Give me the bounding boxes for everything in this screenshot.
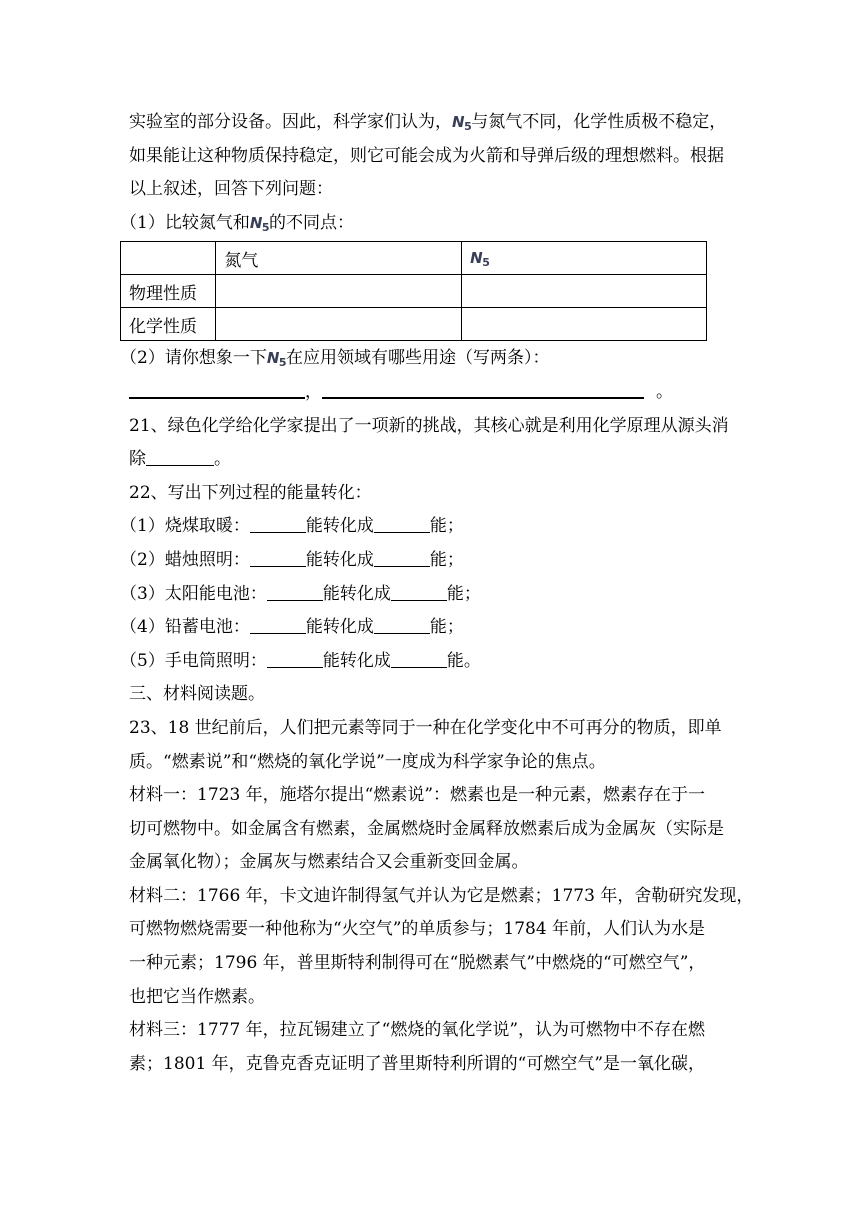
energy-item [120, 510, 729, 544]
question-20-1 [120, 207, 729, 241]
text-span: 能； [429, 549, 464, 570]
text-line: 如果能让这种物质保持稳定，则它可能会成为火箭和导弹后级的理想燃料。根据 [129, 145, 724, 166]
text-span: ， [305, 381, 322, 402]
answer-blank[interactable] [391, 582, 447, 601]
question-23-text [129, 712, 754, 1082]
answer-cell[interactable] [462, 275, 707, 308]
text-span: 能转化成 [305, 617, 374, 638]
text-span: 能转化成 [322, 583, 391, 604]
comparison-table [120, 241, 707, 341]
answer-blank[interactable] [129, 379, 305, 399]
answer-blank[interactable] [267, 649, 323, 668]
n5-formula: $N_5$ [452, 113, 472, 133]
text-span: 除 [129, 449, 146, 470]
energy-item [120, 611, 729, 645]
answer-cell[interactable] [462, 308, 707, 341]
row-label-physical: 物理性质 [121, 275, 216, 308]
section-title: 三、材料阅读题。 [129, 684, 265, 705]
text-line [129, 106, 729, 140]
text-line [129, 443, 729, 477]
text-line: 以上叙述，回答下列问题： [129, 179, 333, 200]
text-span: 的不同点： [269, 212, 355, 233]
text-span: 实验室的部分设备。因此，科学家们认为， [129, 112, 452, 132]
row-label-chemical: 化学性质 [121, 308, 216, 341]
text-span: 。 [656, 381, 673, 402]
answer-blank[interactable] [374, 514, 430, 533]
answer-line-20-2 [129, 376, 729, 410]
text-line: 材料三：1777 年，拉瓦锡建立了“燃烧的氧化学说”，认为可燃物中不存在燃 [129, 1020, 706, 1041]
table-cell [121, 242, 216, 275]
text-span: 能。 [446, 650, 481, 671]
text-span: （2）请你想象一下 [120, 348, 267, 369]
n5-formula: $N_5$ [266, 349, 287, 370]
text-span: 能； [429, 617, 464, 638]
answer-blank[interactable] [374, 548, 430, 567]
text-line: 材料一：1723 年，施塔尔提出“燃素说”：燃素也是一种元素，燃素存在于一 [129, 785, 706, 806]
answer-blank[interactable] [374, 615, 430, 634]
text-span: 能转化成 [322, 650, 391, 671]
answer-blank[interactable] [146, 447, 214, 466]
energy-item [120, 544, 729, 578]
n5-formula: $N_5$ [470, 248, 490, 269]
text-span: 。 [214, 449, 231, 470]
text-span: 能； [446, 583, 481, 604]
item-label: （3）太阳能电池： [120, 583, 267, 604]
energy-item [120, 645, 729, 679]
question-20-2 [120, 342, 729, 376]
item-label: （1）烧煤取暖： [120, 516, 250, 537]
answer-blank[interactable] [250, 615, 306, 634]
answer-cell[interactable] [216, 275, 462, 308]
energy-item [120, 578, 729, 612]
question-22-list [120, 510, 729, 678]
table-header-n5 [462, 242, 707, 275]
n5-formula: $N_5$ [249, 213, 270, 234]
table-row [121, 275, 707, 308]
text-line: 可燃物燃烧需要一种他称为“火空气”的单质参与；1784 年前，人们认为水是 [129, 919, 706, 940]
answer-blank[interactable] [322, 379, 644, 399]
text-line: 切可燃物中。如金属含有燃素，金属燃烧时金属释放燃素后成为金属灰（实际是 [129, 818, 724, 839]
text-line: 也把它当作燃素。 [129, 986, 265, 1007]
text-line: 材料二：1766 年，卡文迪许制得氢气并认为它是燃素；1773 年，舍勒研究发现， [129, 885, 754, 906]
text-span: 能； [429, 516, 464, 537]
text-line: 质。“燃素说”和“燃烧的氧化学说”一度成为科学家争论的焦点。 [129, 751, 606, 772]
document-body [120, 106, 754, 1081]
text-line: 金属氧化物）；金属灰与燃素结合又会重新变回金属。 [129, 852, 529, 873]
text-span: 能转化成 [305, 516, 374, 537]
item-label: （4）铅蓄电池： [120, 617, 250, 638]
table-row [121, 308, 707, 341]
text-span: 在应用领域有哪些用途（写两条）： [286, 348, 550, 369]
answer-blank[interactable] [250, 514, 306, 533]
text-line: 一种元素；1796 年，普里斯特利制得可在“脱燃素气”中燃烧的“可燃空气”， [129, 953, 706, 974]
item-label: （5）手电筒照明： [120, 650, 267, 671]
answer-blank[interactable] [250, 548, 306, 567]
table-header-row [121, 242, 707, 275]
text-line: 23、18 世纪前后，人们把元素等同于一种在化学变化中不可再分的物质，即单 [129, 717, 722, 738]
text-span: （1）比较氮气和 [120, 212, 250, 233]
table-header-nitrogen: 氮气 [216, 242, 462, 275]
question-22-title: 22、写出下列过程的能量转化： [129, 482, 372, 503]
answer-cell[interactable] [216, 308, 462, 341]
text-span: 能转化成 [305, 549, 374, 570]
answer-blank[interactable] [391, 649, 447, 668]
text-line: 素；1801 年，克鲁克香克证明了普里斯特利所谓的“可燃空气”是一氧化碳， [129, 1053, 706, 1074]
answer-blank[interactable] [267, 582, 323, 601]
item-label: （2）蜡烛照明： [120, 549, 250, 570]
text-span: 与氮气不同，化学性质极不稳定， [471, 112, 727, 132]
text-line: 21、绿色化学给化学家提出了一项新的挑战，其核心就是利用化学原理从源头消 [129, 415, 729, 436]
